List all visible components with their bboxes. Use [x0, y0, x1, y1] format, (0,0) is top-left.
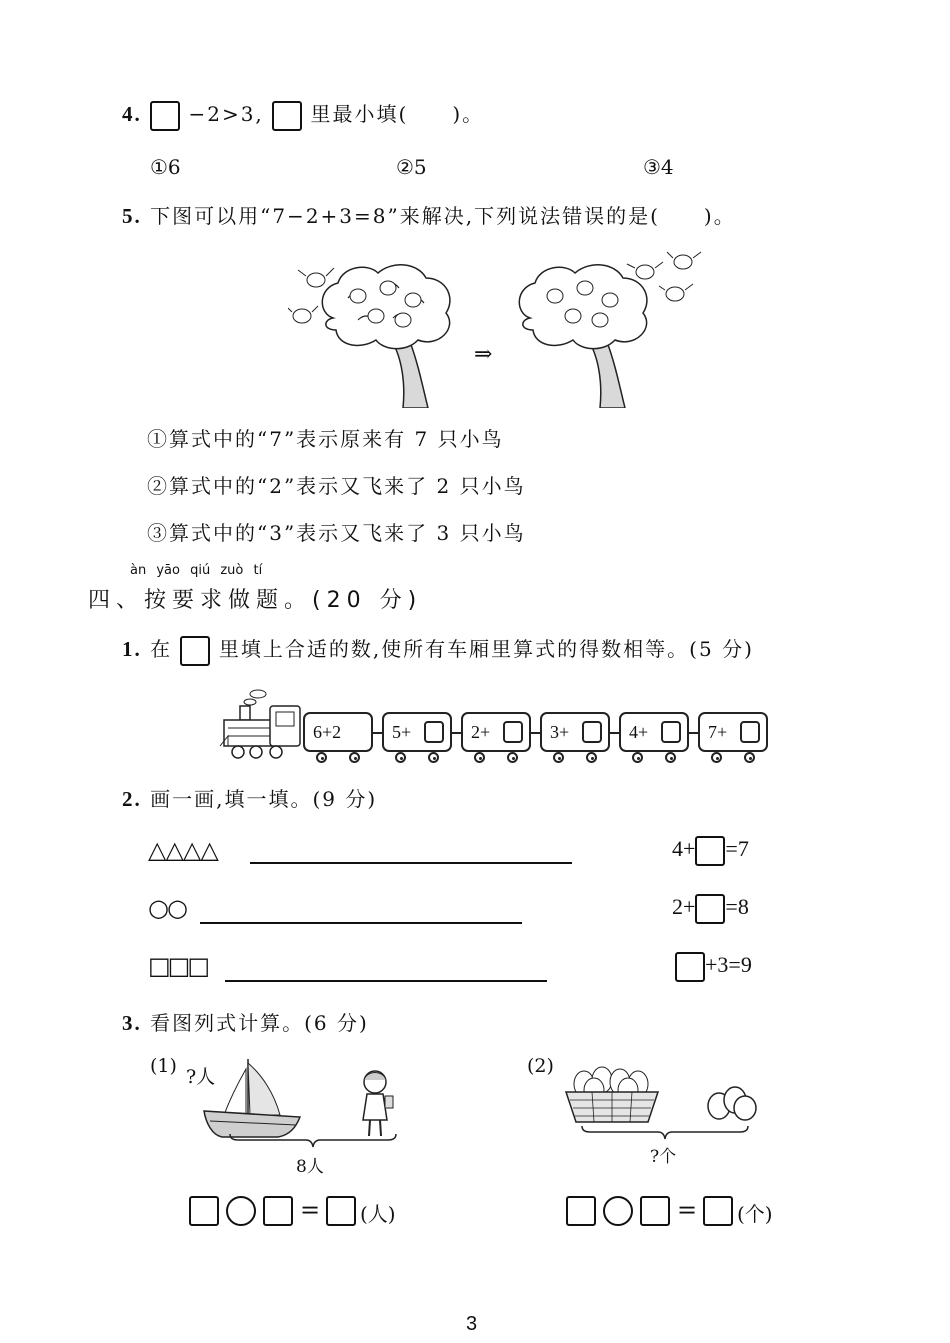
q4-number: 4. — [122, 102, 142, 126]
train-car-5 — [619, 712, 689, 752]
drawing-line-1[interactable] — [250, 862, 572, 864]
p3-1-unit: (人) — [360, 1202, 396, 1226]
p2-eq-3-right: +3=9 — [705, 952, 752, 978]
p1-text-b: 里填上合适的数,使所有车厢里算式的得数相等。(5 分) — [218, 637, 754, 661]
q5-option-2[interactable]: ②算式中的“2”表示又飞来了 2 只小鸟 — [147, 474, 526, 498]
coupler — [373, 732, 382, 734]
egg-basket-illustration — [562, 1062, 662, 1127]
q4-answer-box-1[interactable] — [150, 101, 180, 131]
triangles-row: △△△△ — [148, 836, 218, 864]
car-2-expression: 5+ — [392, 722, 412, 742]
q5-text: 下图可以用“7−2+3=8”来解决,下列说法错误的是( )。 — [150, 204, 736, 228]
q4-text-a: −2>3, — [188, 102, 264, 126]
p2-eq-3-box[interactable] — [675, 952, 705, 982]
p3-text: 看图列式计算。(6 分) — [150, 1011, 369, 1035]
q5-number: 5. — [122, 204, 142, 228]
p1-stem — [122, 633, 754, 666]
q5-stem — [122, 200, 736, 229]
q4-stem — [122, 98, 484, 131]
wheel-icon — [428, 752, 439, 763]
wheel-icon — [553, 752, 564, 763]
section4-pinyin: àn yāo qiú zuò tí — [130, 563, 263, 578]
p3-1-box-b[interactable] — [263, 1196, 293, 1226]
car-5-expression: 4+ — [629, 722, 649, 742]
p3-part2-label: (2) — [527, 1055, 554, 1077]
wheel-icon — [711, 752, 722, 763]
car-3-answer-box[interactable] — [503, 721, 523, 743]
p3-part2-total: ?个 — [650, 1147, 677, 1167]
page-number: 3 — [466, 1313, 478, 1335]
wheel-icon — [744, 752, 755, 763]
wheel-icon — [665, 752, 676, 763]
p3-number: 3. — [122, 1011, 142, 1035]
q4-option-3[interactable]: ③4 — [643, 155, 674, 179]
p2-eq-2-right: =8 — [725, 894, 749, 920]
p3-2-box-result[interactable] — [703, 1196, 733, 1226]
q4-option-2[interactable]: ②5 — [396, 155, 427, 179]
transition-arrow: ⇒ — [474, 342, 493, 367]
car-4-expression: 3+ — [550, 722, 570, 742]
drawing-line-3[interactable] — [225, 980, 547, 982]
car-6-answer-box[interactable] — [740, 721, 760, 743]
train-car-2 — [382, 712, 452, 752]
q5-option-1[interactable]: ①算式中的“7”表示原来有 7 只小鸟 — [147, 427, 504, 451]
car-6-expression: 7+ — [708, 722, 728, 742]
coupler — [452, 732, 461, 734]
p3-2-box-a[interactable] — [566, 1196, 596, 1226]
tree-after-illustration — [515, 250, 705, 408]
coupler — [531, 732, 540, 734]
squares-row: □□□ — [148, 952, 208, 980]
q4-answer-box-2[interactable] — [272, 101, 302, 131]
q4-option-1[interactable]: ①6 — [150, 155, 181, 179]
p3-2-operator-circle[interactable] — [603, 1196, 633, 1226]
brace-total-1 — [228, 1132, 398, 1150]
p1-text-a: 在 — [150, 637, 173, 661]
section4-title: 四、按要求做题。(20 分) — [88, 588, 423, 613]
train-engine-icon — [218, 688, 303, 760]
p2-number: 2. — [122, 787, 142, 811]
p2-eq-2 — [672, 894, 749, 924]
car-2-answer-box[interactable] — [424, 721, 444, 743]
train-car-1 — [303, 712, 373, 752]
p3-2-box-b[interactable] — [640, 1196, 670, 1226]
wheel-icon — [316, 752, 327, 763]
car-3-expression: 2+ — [471, 722, 491, 742]
p3-1-operator-circle[interactable] — [226, 1196, 256, 1226]
p2-eq-2-left: 2+ — [672, 894, 696, 920]
train-car-6 — [698, 712, 768, 752]
train-car-3 — [461, 712, 531, 752]
loose-eggs-illustration — [703, 1082, 761, 1122]
car-1-expression: 6+2 — [313, 722, 342, 742]
wheel-icon — [395, 752, 406, 763]
sailboat-illustration — [200, 1055, 310, 1140]
p3-2-equals: = — [677, 1196, 698, 1224]
brace-total-2 — [580, 1124, 750, 1142]
q4-text-b: 里最小填( )。 — [310, 102, 485, 126]
p2-eq-1-box[interactable] — [695, 836, 725, 866]
wheel-icon — [349, 752, 360, 763]
p3-stem — [122, 1007, 369, 1036]
coupler — [689, 732, 698, 734]
circles-row: ○○ — [148, 894, 186, 922]
p2-stem — [122, 783, 377, 812]
coupler — [610, 732, 619, 734]
car-4-answer-box[interactable] — [582, 721, 602, 743]
wheel-icon — [507, 752, 518, 763]
p3-part1-question: ?人 — [186, 1066, 216, 1088]
p2-eq-1-right: =7 — [725, 836, 749, 862]
q5-option-3[interactable]: ③算式中的“3”表示又飞来了 3 只小鸟 — [147, 521, 526, 545]
car-5-answer-box[interactable] — [661, 721, 681, 743]
train-car-4 — [540, 712, 610, 752]
p3-2-unit: (个) — [737, 1202, 773, 1226]
p1-sample-box — [180, 636, 210, 666]
wheel-icon — [474, 752, 485, 763]
p3-1-box-a[interactable] — [189, 1196, 219, 1226]
p3-1-equals: = — [300, 1196, 321, 1224]
p2-eq-3 — [675, 952, 752, 982]
drawing-line-2[interactable] — [200, 922, 522, 924]
p3-1-box-result[interactable] — [326, 1196, 356, 1226]
tree-before-illustration — [288, 258, 468, 408]
girl-illustration — [355, 1068, 400, 1140]
p2-eq-1-left: 4+ — [672, 836, 696, 862]
p1-number: 1. — [122, 637, 142, 661]
p3-part1-label: (1) — [150, 1055, 177, 1077]
p2-eq-1 — [672, 836, 749, 866]
p2-text: 画一画,填一填。(9 分) — [150, 787, 378, 811]
p3-part1-total: 8人 — [296, 1157, 324, 1177]
wheel-icon — [586, 752, 597, 763]
wheel-icon — [632, 752, 643, 763]
p2-eq-2-box[interactable] — [695, 894, 725, 924]
